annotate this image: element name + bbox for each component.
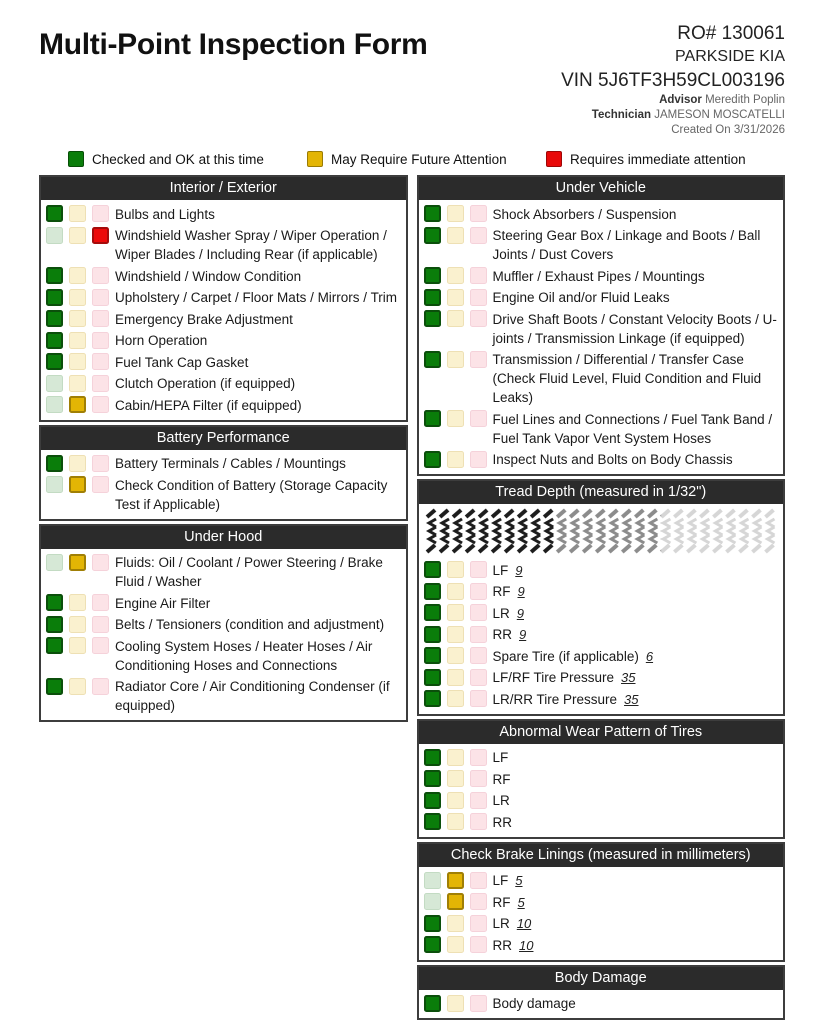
status-checkbox-yellow[interactable] [69,310,86,327]
status-checkbox-green[interactable] [424,583,441,600]
inspection-row [46,453,401,475]
inspection-row [424,408,779,449]
status-checkbox-yellow[interactable] [447,770,464,787]
inspection-row [424,913,779,935]
section-rows [419,200,784,474]
status-checkbox-yellow[interactable] [69,594,86,611]
item-label: Fluids: Oil / Coolant / Power Steering / Brake Fluid / Washer [115,555,383,590]
section-rows [419,744,784,837]
inspection-row [424,645,779,667]
status-checkbox-green[interactable] [46,678,63,695]
status-checkbox-red[interactable] [92,227,109,244]
inspection-row [46,330,401,352]
inspection-row [424,811,779,833]
section-header: Check Brake Linings (measured in millimeters) [419,844,784,867]
status-checkbox-yellow[interactable] [447,451,464,468]
status-checkbox-red[interactable] [470,792,487,809]
inspection-row [46,614,401,636]
item-label: RF [492,894,511,910]
vin-line [561,69,785,93]
inspection-row [46,265,401,287]
section-header: Under Vehicle [419,177,784,200]
item-label: Drive Shaft Boots / Constant Velocity Boots / U-joints / Transmission Linkage (if equipped) [492,311,777,346]
item-label: Engine Air Filter [115,595,211,611]
status-checkbox-yellow[interactable] [69,476,86,493]
status-checkbox-red[interactable] [470,604,487,621]
status-checkbox-yellow[interactable] [69,396,86,413]
legend-red-label: Requires immediate attention [570,151,746,167]
status-checkbox-yellow[interactable] [447,289,464,306]
section-tread-depth [417,479,786,716]
status-checkbox-red[interactable] [470,647,487,664]
status-checkbox-red[interactable] [92,310,109,327]
status-checkbox-yellow[interactable] [447,813,464,830]
status-checkbox-green[interactable] [46,289,63,306]
status-checkbox-green[interactable] [424,690,441,707]
status-checkbox-red[interactable] [470,813,487,830]
section-battery-performance [39,425,408,521]
status-checkbox-red[interactable] [470,583,487,600]
technician-label: Technician [591,108,651,121]
item-label: RF [492,771,511,787]
status-checkbox-yellow[interactable] [69,289,86,306]
item-label: Clutch Operation (if equipped) [115,376,296,392]
status-checkbox-yellow[interactable] [447,604,464,621]
status-checkbox-green[interactable] [46,205,63,222]
item-label: Muffler / Exhaust Pipes / Mountings [492,268,705,284]
status-checkbox-green[interactable] [424,227,441,244]
status-checkbox-yellow[interactable] [447,749,464,766]
status-checkbox-yellow[interactable] [69,678,86,695]
status-checkbox-green[interactable] [424,995,441,1012]
section-header: Battery Performance [41,427,406,450]
inspection-row [424,349,779,409]
advisor-name: Meredith Poplin [705,94,785,107]
item-label: LF [492,562,509,578]
inspection-row [46,351,401,373]
status-checkbox-red[interactable] [92,289,109,306]
status-checkbox-green[interactable] [424,561,441,578]
status-checkbox-yellow[interactable] [447,893,464,910]
inspection-row [424,308,779,349]
status-checkbox-yellow[interactable] [447,410,464,427]
section-header: Interior / Exterior [41,177,406,200]
form-header [39,22,785,137]
section-header: Under Hood [41,526,406,549]
item-label: Spare Tire (if applicable) [492,648,639,664]
inspection-row [46,635,401,676]
item-value: 10 [516,916,532,932]
inspection-row [424,203,779,225]
status-checkbox-red[interactable] [92,616,109,633]
status-checkbox-green[interactable] [424,626,441,643]
status-checkbox-red[interactable] [92,353,109,370]
status-checkbox-yellow[interactable] [69,227,86,244]
item-label: Emergency Brake Adjustment [115,311,293,327]
status-checkbox-green[interactable] [424,205,441,222]
item-label: Horn Operation [115,333,208,349]
advisor-label: Advisor [659,94,702,107]
inspection-row [424,624,779,646]
right-column [417,175,786,1020]
section-rows [41,200,406,420]
item-label: Cooling System Hoses / Heater Hoses / Air Conditioning Hoses and Connections [115,638,373,673]
inspection-row [424,287,779,309]
item-label: Steering Gear Box / Linkage and Boots / Ball Joints / Dust Covers [492,228,761,263]
yellow-status-icon [307,151,323,167]
status-checkbox-green[interactable] [424,915,441,932]
section-header: Tread Depth (measured in 1/32") [419,481,784,504]
status-checkbox-yellow[interactable] [447,310,464,327]
status-checkbox-green[interactable] [424,813,441,830]
inspection-row [46,287,401,309]
status-checkbox-red[interactable] [470,310,487,327]
status-legend [39,151,785,167]
section-under-vehicle [417,175,786,476]
item-label: LR [492,916,510,932]
item-label: Transmission / Differential / Transfer Case (Check Fluid Level, Fluid Condition and Fluid Leaks) [492,352,762,406]
status-checkbox-yellow[interactable] [447,669,464,686]
inspection-row [46,552,401,593]
item-label: Check Condition of Battery (Storage Capacity Test if Applicable) [115,477,388,512]
item-label: Battery Terminals / Cables / Mountings [115,456,346,472]
inspection-row [424,602,779,624]
status-checkbox-green[interactable] [424,872,441,889]
inspection-row [424,790,779,812]
item-label: Shock Absorbers / Suspension [492,206,677,222]
status-checkbox-green[interactable] [424,310,441,327]
status-checkbox-yellow[interactable] [447,647,464,664]
status-checkbox-yellow[interactable] [447,915,464,932]
left-column [39,175,408,722]
status-checkbox-green[interactable] [46,455,63,472]
page-title: Multi-Point Inspection Form [39,28,428,61]
red-status-icon [546,151,562,167]
form-body [39,175,785,1020]
inspection-row [424,891,779,913]
item-label: Engine Oil and/or Fluid Leaks [492,290,670,306]
item-label: Body damage [492,996,576,1012]
item-label: Radiator Core / Air Conditioning Condenser (if equipped) [115,679,390,714]
status-checkbox-red[interactable] [92,375,109,392]
inspection-row [424,449,779,471]
inspection-row [424,559,779,581]
legend-green-label: Checked and OK at this time [92,151,264,167]
status-checkbox-green[interactable] [46,554,63,571]
legend-item-red [546,151,785,167]
item-label: Cabin/HEPA Filter (if equipped) [115,397,302,413]
section-abnormal-wear [417,719,786,839]
item-label: RR [492,627,512,643]
status-checkbox-red[interactable] [92,594,109,611]
inspection-row [46,394,401,416]
status-checkbox-red[interactable] [470,205,487,222]
vin-label: VIN [561,69,593,91]
status-checkbox-green[interactable] [424,792,441,809]
inspection-row [46,592,401,614]
status-checkbox-green[interactable] [46,616,63,633]
item-value: 9 [517,584,525,600]
status-checkbox-green[interactable] [424,893,441,910]
status-checkbox-green[interactable] [424,936,441,953]
status-checkbox-green[interactable] [46,267,63,284]
ro-line [561,22,785,46]
vin-number: 5J6TF3H59CL003196 [598,69,785,91]
item-label: RF [492,584,511,600]
status-checkbox-yellow[interactable] [447,872,464,889]
advisor-line [561,93,785,108]
status-checkbox-red[interactable] [470,872,487,889]
status-checkbox-red[interactable] [470,227,487,244]
status-checkbox-red[interactable] [92,396,109,413]
legend-yellow-label: May Require Future Attention [331,151,507,167]
status-checkbox-red[interactable] [470,669,487,686]
section-rows [41,549,406,721]
status-checkbox-yellow[interactable] [447,351,464,368]
dealer-name: PARKSIDE KIA [675,48,785,66]
status-checkbox-green[interactable] [424,289,441,306]
item-value: 10 [519,937,534,953]
status-checkbox-yellow[interactable] [69,455,86,472]
inspection-row [424,265,779,287]
status-checkbox-green[interactable] [46,227,63,244]
item-label: RR [492,814,512,830]
item-label: LR [492,605,510,621]
status-checkbox-red[interactable] [92,678,109,695]
item-value: 9 [519,627,527,643]
status-checkbox-green[interactable] [424,451,441,468]
item-value: 35 [621,670,636,686]
status-checkbox-yellow[interactable] [69,205,86,222]
status-checkbox-yellow[interactable] [447,626,464,643]
section-rows [419,867,784,960]
status-checkbox-red[interactable] [470,410,487,427]
legend-item-yellow [307,151,546,167]
item-label: Windshield / Window Condition [115,268,302,284]
status-checkbox-yellow[interactable] [69,332,86,349]
status-checkbox-red[interactable] [470,995,487,1012]
status-checkbox-red[interactable] [470,561,487,578]
inspection-row [424,934,779,956]
status-checkbox-green[interactable] [46,476,63,493]
inspection-row [424,993,779,1015]
inspection-row [46,308,401,330]
status-checkbox-red[interactable] [470,626,487,643]
section-rows [419,990,784,1019]
created-date: Created On 3/31/2026 [671,123,785,136]
technician-name: JAMESON MOSCATELLI [654,108,785,121]
status-checkbox-yellow[interactable] [447,995,464,1012]
item-value: 9 [516,605,524,621]
status-checkbox-yellow[interactable] [69,637,86,654]
status-checkbox-red[interactable] [92,476,109,493]
inspection-row [46,225,401,266]
status-checkbox-green[interactable] [424,647,441,664]
inspection-row [424,688,779,710]
status-checkbox-green[interactable] [46,637,63,654]
inspection-row [46,203,401,225]
status-checkbox-green[interactable] [46,396,63,413]
status-checkbox-red[interactable] [470,749,487,766]
inspection-row [46,474,401,515]
inspection-row [424,667,779,689]
technician-line [561,108,785,123]
status-checkbox-red[interactable] [92,637,109,654]
item-value: 5 [517,894,525,910]
item-label: LF [492,750,509,766]
inspection-row [424,747,779,769]
status-checkbox-yellow[interactable] [69,353,86,370]
item-label: Fuel Tank Cap Gasket [115,354,249,370]
status-checkbox-yellow[interactable] [447,792,464,809]
inspection-row [424,870,779,892]
section-rows [419,556,784,714]
status-checkbox-yellow[interactable] [69,616,86,633]
status-checkbox-red[interactable] [470,267,487,284]
status-checkbox-red[interactable] [470,690,487,707]
tire-tread-image [419,504,784,556]
ro-number: 130061 [721,23,785,44]
item-label: Windshield Washer Spray / Wiper Operation / Wiper Blades / Including Rear (if applicable) [115,228,387,263]
status-checkbox-green[interactable] [46,310,63,327]
status-checkbox-green[interactable] [46,332,63,349]
status-checkbox-yellow[interactable] [69,554,86,571]
status-checkbox-green[interactable] [424,351,441,368]
status-checkbox-red[interactable] [470,451,487,468]
status-checkbox-green[interactable] [424,604,441,621]
item-value: 6 [645,648,654,664]
status-checkbox-red[interactable] [470,289,487,306]
status-checkbox-yellow[interactable] [447,936,464,953]
status-checkbox-green[interactable] [424,770,441,787]
status-checkbox-yellow[interactable] [447,690,464,707]
status-checkbox-yellow[interactable] [447,227,464,244]
status-checkbox-green[interactable] [424,267,441,284]
item-label: RR [492,937,512,953]
status-checkbox-green[interactable] [46,375,63,392]
status-checkbox-green[interactable] [424,410,441,427]
status-checkbox-yellow[interactable] [447,267,464,284]
status-checkbox-green[interactable] [424,749,441,766]
section-body-damage [417,965,786,1021]
item-label: LR [492,793,510,809]
status-checkbox-yellow[interactable] [447,561,464,578]
ro-label: RO# [677,23,717,44]
item-label: Fuel Lines and Connections / Fuel Tank Band / Fuel Tank Vapor Vent System Hoses [492,411,773,446]
inspection-row [46,373,401,395]
status-checkbox-red[interactable] [470,770,487,787]
status-checkbox-red[interactable] [92,455,109,472]
section-under-hood [39,524,408,723]
item-label: LF [492,873,509,889]
header-meta [561,22,785,137]
status-checkbox-green[interactable] [46,594,63,611]
status-checkbox-green[interactable] [424,669,441,686]
status-checkbox-green[interactable] [46,353,63,370]
section-brake-linings [417,842,786,962]
inspection-row [424,768,779,790]
item-label: Upholstery / Carpet / Floor Mats / Mirrors / Trim [115,290,398,306]
item-label: LR/RR Tire Pressure [492,691,618,707]
status-checkbox-yellow[interactable] [447,205,464,222]
item-label: Bulbs and Lights [115,206,215,222]
section-interior-exterior [39,175,408,422]
item-label: Inspect Nuts and Bolts on Body Chassis [492,452,733,468]
item-label: LF/RF Tire Pressure [492,670,615,686]
green-status-icon [68,151,84,167]
section-header: Abnormal Wear Pattern of Tires [419,721,784,744]
status-checkbox-red[interactable] [92,205,109,222]
status-checkbox-red[interactable] [470,915,487,932]
section-header: Body Damage [419,967,784,990]
item-value: 35 [624,691,639,707]
status-checkbox-red[interactable] [470,936,487,953]
status-checkbox-red[interactable] [470,893,487,910]
inspection-row [424,225,779,266]
status-checkbox-red[interactable] [92,267,109,284]
status-checkbox-red[interactable] [92,554,109,571]
section-rows [41,450,406,519]
status-checkbox-yellow[interactable] [69,267,86,284]
inspection-row [46,676,401,717]
inspection-row [424,581,779,603]
status-checkbox-yellow[interactable] [447,583,464,600]
status-checkbox-red[interactable] [92,332,109,349]
status-checkbox-yellow[interactable] [69,375,86,392]
status-checkbox-red[interactable] [470,351,487,368]
legend-item-green [68,151,307,167]
item-value: 5 [515,873,523,889]
item-label: Belts / Tensioners (condition and adjustment) [115,617,385,633]
item-value: 9 [515,562,523,578]
